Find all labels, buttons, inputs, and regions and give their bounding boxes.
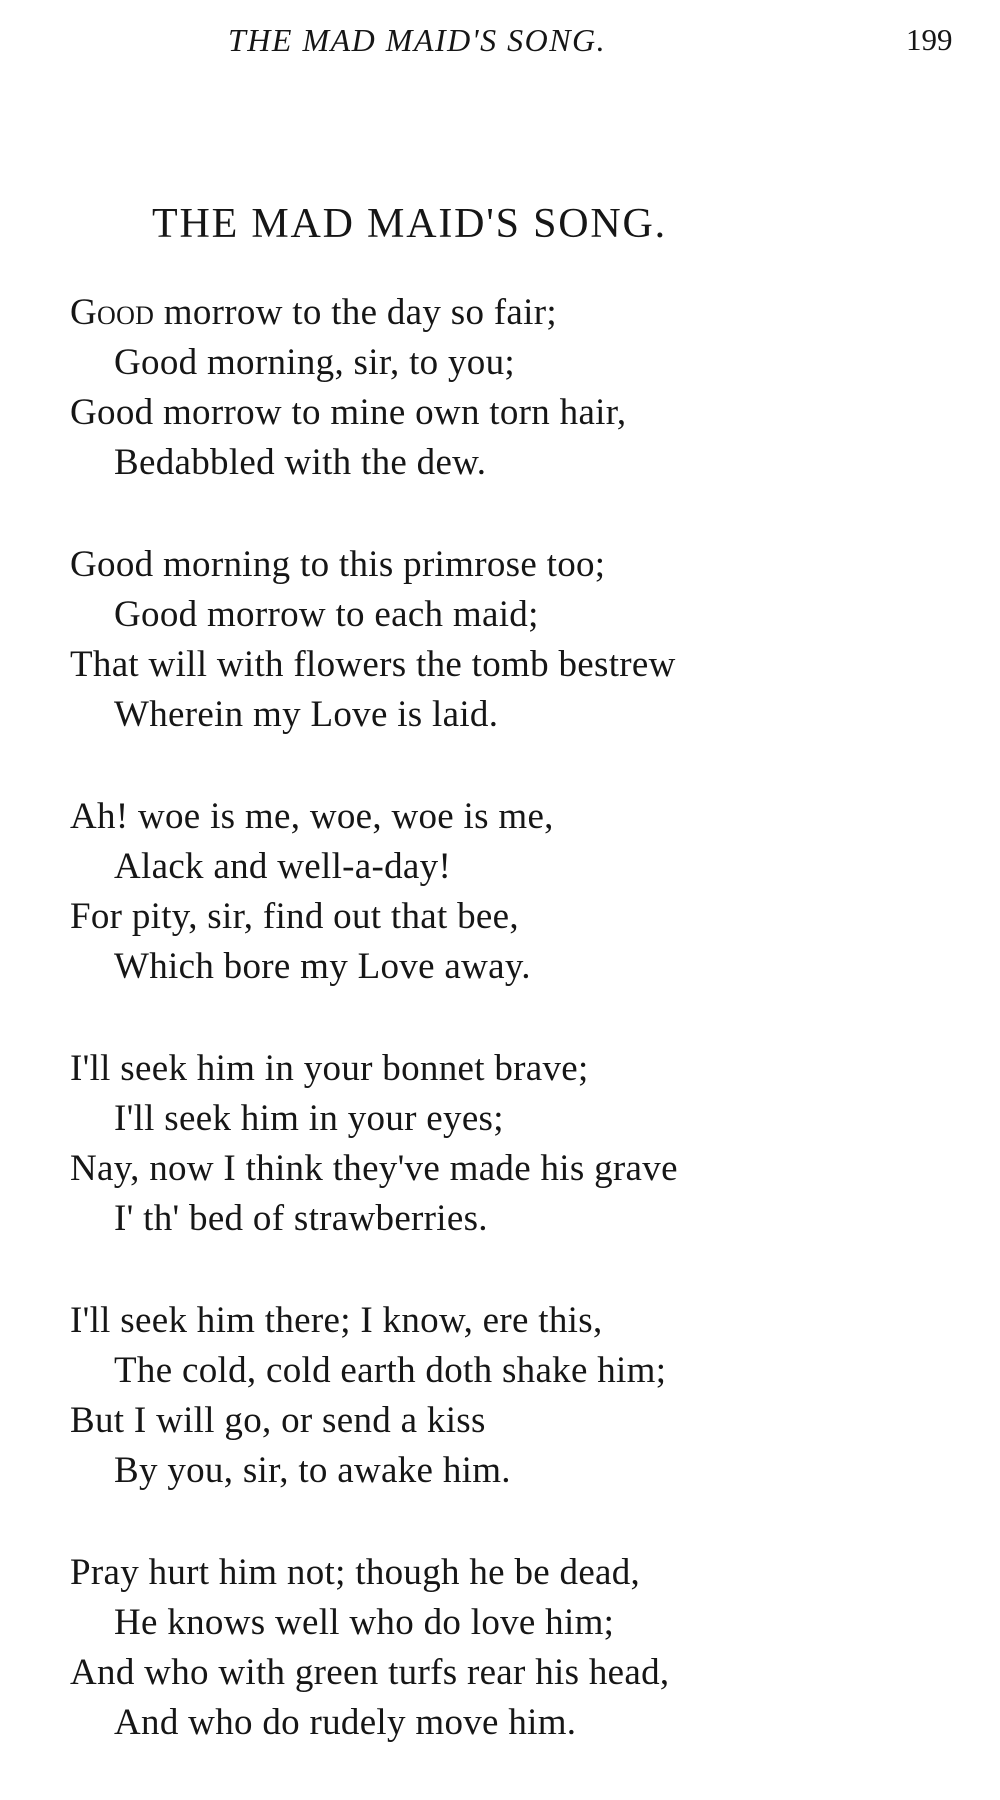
stanza-4 [70,1044,970,1296]
poem-line: That will with flowers the tomb bestrew [70,644,676,685]
poem-line: Good morrow to each maid; [114,594,539,635]
stanza-6 [70,1548,970,1800]
poem-line: Wherein my Love is laid. [114,694,499,735]
poem-line: He knows well who do love him; [114,1602,615,1643]
stanza-5 [70,1296,970,1548]
page-number: 199 [906,22,953,57]
poem-line: Ah! woe is me, woe, woe is me, [70,796,554,837]
poem-line: I'll seek him in your bonnet brave; [70,1048,589,1089]
poem-line: I' th' bed of strawberries. [114,1198,488,1239]
poem-line: I'll seek him there; I know, ere this, [70,1300,603,1341]
poem-body [70,288,970,1800]
poem-line: Nay, now I think they've made his grave [70,1148,678,1189]
poem-line [70,288,970,338]
poem-line: But I will go, or send a kiss [70,1400,486,1441]
poem-title [0,200,1000,250]
poem-line: Bedabbled with the dew. [114,442,487,483]
first-word: Good [70,292,155,333]
running-title: THE MAD MAID'S SONG. [228,22,607,58]
poem-line: I'll seek him in your eyes; [114,1098,504,1139]
poem-line: Alack and well-a-day! [114,846,452,887]
poem-line: Which bore my Love away. [114,946,531,987]
stanza-1 [70,288,970,540]
poem-line-text: morrow to the day so fair; [154,292,557,333]
poem-line: And who with green turfs rear his head, [70,1652,670,1693]
poem-title-text: THE MAD MAID'S SONG. [152,201,667,247]
poem-line: Good morning, sir, to you; [114,342,515,383]
poem-line: By you, sir, to awake him. [114,1450,511,1491]
poem-line: Good morrow to mine own torn hair, [70,392,627,433]
poem-line: For pity, sir, find out that bee, [70,896,519,937]
stanza-2 [70,540,970,792]
poem-line: And who do rudely move him. [114,1702,577,1743]
poem-line: The cold, cold earth doth shake him; [114,1350,667,1391]
running-header [0,22,1000,62]
poem-line: Good morning to this primrose too; [70,544,606,585]
stanza-3 [70,792,970,1044]
poem-line: Pray hurt him not; though he be dead, [70,1552,641,1593]
